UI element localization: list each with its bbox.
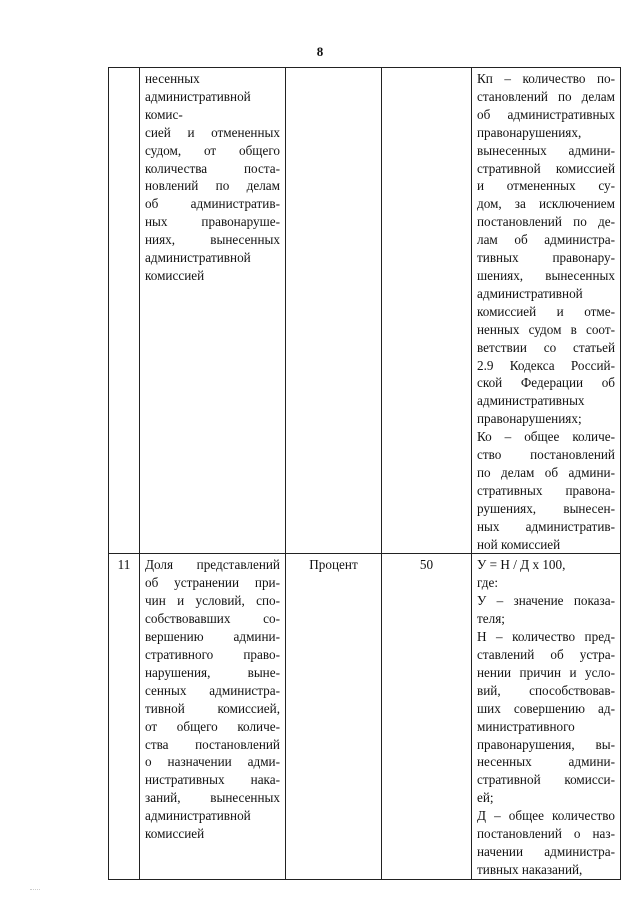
formula-line: ной комиссией (477, 536, 561, 552)
formula-line: стративной комиссией (477, 160, 615, 176)
indicator-name-line: от общего количе- (145, 718, 280, 734)
formula-line: ство постановлений (477, 447, 615, 463)
indicator-name-line: вершению админи- (145, 629, 280, 645)
formula-line: постановлений о наз- (477, 826, 615, 842)
formula-line: ненных судом в соот- (477, 321, 615, 337)
indicator-name-line: комиссией (145, 267, 205, 283)
unit-cell (286, 68, 382, 554)
indicator-name-line: ных правонаруше- (145, 214, 280, 230)
formula-line: комиссией и отме- (477, 303, 615, 319)
formula-line: об административных (477, 106, 615, 122)
indicator-name-line: ства постановлений (145, 736, 280, 752)
page-number: 8 (316, 44, 324, 59)
formula-line: Кп – количество по- (477, 71, 615, 86)
formula-line: ветствии со статьей (477, 339, 615, 355)
formula-line: правонарушениях, (477, 124, 582, 140)
scan-artifact (30, 889, 40, 893)
formula-line: вынесенных админи- (477, 142, 615, 158)
formula-line: и отмененных су- (477, 178, 615, 194)
indicator-name-cell (140, 554, 286, 879)
formula-line: правонарушениях; (477, 411, 582, 427)
formula-line: по делам об админи- (477, 464, 615, 480)
formula-line: несенных админи- (477, 754, 615, 770)
formula-line: министративного (477, 718, 575, 734)
target-value-cell (382, 68, 472, 554)
indicator-name-line: ниях, вынесенных (145, 232, 280, 248)
formula-line: стративной комисси- (477, 772, 615, 788)
formula-line: У – значение показа- (477, 593, 615, 609)
formula-line: начении администра- (477, 843, 615, 859)
indicator-name-line: Доля представлений (145, 557, 280, 573)
indicator-name-line: об устранении при- (145, 575, 280, 591)
formula-line: тивных наказаний, (477, 861, 583, 877)
indicator-name-line: количества поста- (145, 160, 280, 176)
indicator-name-line: нарушения, выне- (145, 664, 280, 680)
formula-line: ской Федерации об (477, 375, 615, 391)
formula-line: постановлений по де- (477, 214, 615, 230)
formula-line: У = Н / Д х 100, (477, 557, 566, 573)
formula-line: стративных правона- (477, 482, 615, 498)
target-value-cell: 50 (382, 554, 472, 879)
formula-line: 2.9 Кодекса Россий- (477, 357, 615, 373)
indicator-name-line: тивной комиссией, (145, 700, 280, 716)
indicator-name-line: административной (145, 808, 251, 824)
indicator-name-line: нистративных нака- (145, 772, 280, 788)
formula-line: вий, способствовав- (477, 682, 615, 698)
formula-line: где: (477, 575, 498, 591)
indicator-name-line: об административ- (145, 196, 280, 212)
row-number-cell (109, 68, 140, 554)
row-number-cell: 11 (109, 554, 140, 879)
indicator-name-line: собствовавших со- (145, 611, 280, 627)
formula-line: Д – общее количество (477, 808, 615, 824)
indicator-name-line: стративного право- (145, 647, 280, 662)
formula-line: ставлений об устра- (477, 647, 615, 662)
formula-line: шениях, вынесенных (477, 267, 615, 283)
formula-line: ных административ- (477, 518, 615, 534)
unit-cell: Процент (286, 554, 382, 879)
formula-line: становлений по делам (477, 88, 615, 104)
formula-line: нении причин и усло- (477, 664, 615, 680)
indicator-name-cell (140, 68, 286, 554)
formula-line: Ко – общее количе- (477, 429, 615, 445)
formula-line: Н – количество пред- (477, 629, 615, 645)
formula-line: правонарушения, вы- (477, 736, 615, 752)
formula-line: ших совершению ад- (477, 700, 615, 716)
formula-cell (472, 554, 621, 879)
indicators-table-body (109, 68, 621, 880)
indicator-name-line: административной (145, 250, 251, 266)
formula-line: административной (477, 285, 583, 301)
indicators-table (108, 67, 621, 880)
formula-cell (472, 68, 621, 554)
formula-line: дом, за исключением (477, 196, 615, 212)
indicator-name-line: сией и отмененных (145, 124, 280, 140)
indicator-name-line: новлений по делам (145, 178, 280, 194)
indicator-name-line: комиссией (145, 826, 205, 842)
indicator-name-line: судом, от общего (145, 142, 280, 158)
table-row (109, 68, 621, 554)
indicator-name-line: о назначении адми- (145, 754, 280, 770)
formula-line: теля; (477, 611, 505, 627)
indicator-name-line: чин и условий, спо- (145, 593, 280, 609)
table-row (109, 554, 621, 879)
formula-line: тивных правонару- (477, 250, 615, 266)
formula-line: лам об администра- (477, 232, 615, 248)
indicator-name-line: заний, вынесенных (145, 790, 280, 806)
formula-line: рушениях, вынесен- (477, 500, 615, 516)
indicator-name-line: несенных административной комис- (145, 71, 251, 122)
formula-line: ей; (477, 790, 494, 806)
formula-line: административных (477, 393, 585, 409)
indicator-name-line: сенных администра- (145, 682, 280, 698)
